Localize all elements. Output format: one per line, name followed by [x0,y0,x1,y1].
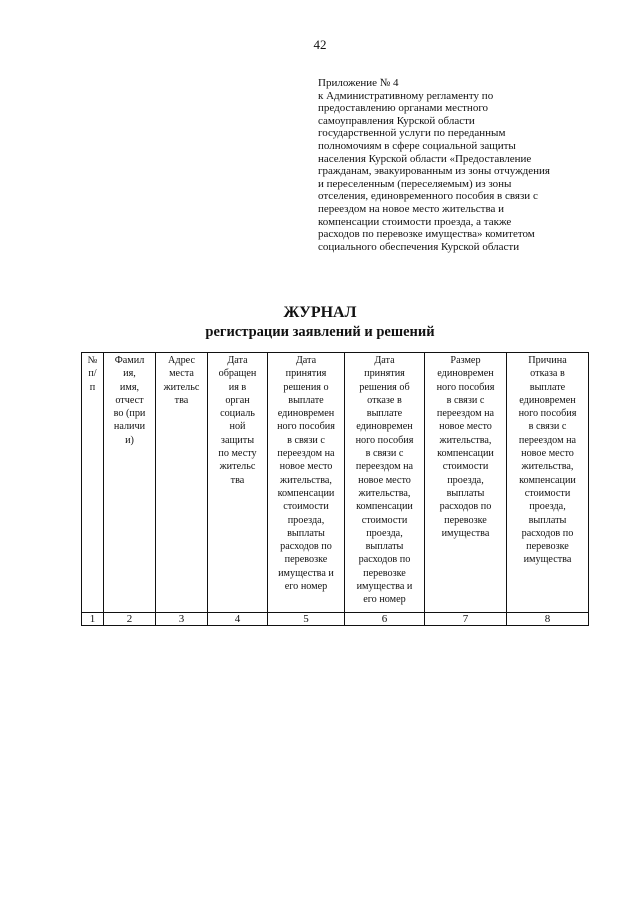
appendix-title: Приложение № 4 [318,77,399,89]
appendix-line: к Административному регламенту по [318,89,494,102]
appendix-line: предоставлению органами местного [318,102,489,115]
column-number-row [82,613,589,626]
appendix-line: и переселенным (переселяемым) из зоны [318,177,512,190]
appendix-line: социального обеспечения Курской области [318,240,520,253]
header-cell-number: № п/ п [82,353,104,613]
header-cell-payment-amount: Размер единовремен ного пособия в связи с переездом на новое место жительства, компенсации стоимости проезда, выплаты расходов по перевозке имущества [425,353,507,613]
appendix-line: отселения, единовременного пособия в связи с [318,190,538,203]
header-cell-payment-decision-date: Дата принятия решения о выплате единовремен ного пособия в связи с переездом на новое место жительства, компенсации стоимости проезда, выплаты расходов по перевозке имущества и его номер [268,353,345,613]
column-number-cell: 4 [208,613,268,626]
column-number-cell: 2 [104,613,156,626]
journal-subtitle: регистрации заявлений и решений [205,324,435,340]
column-number-cell: 6 [345,613,425,626]
appendix-line: переездом на новое место жительства и [318,202,505,215]
appendix-line: населения Курской области «Предоставление [318,152,532,165]
appendix-line: компенсации стоимости проезда, а также [318,215,512,228]
table-header-row [82,353,589,613]
column-number-cell: 1 [82,613,104,626]
appendix-line: самоуправления Курской области [318,114,475,127]
appendix-line: расходов по перевозке имущества» комитетом [318,228,535,241]
column-number-cell: 8 [507,613,589,626]
appendix-line: полномочиям в сфере социальной защиты [318,139,516,152]
registration-table [81,352,589,626]
column-number-cell: 5 [268,613,345,626]
column-number-cell: 7 [425,613,507,626]
appendix-block [318,77,588,253]
header-cell-address: Адрес места жительс тва [156,353,208,613]
header-cell-application-date: Дата обращен ия в орган социаль ной защиты по месту жительс тва [208,353,268,613]
header-cell-refusal-decision-date: Дата принятия решения об отказе в выплате единовремен ного пособия в связи с переездом на новое место жительства, компенсации стоимости проезда, выплаты расходов по перевозке имущества и его номер [345,353,425,613]
page-number: 42 [313,37,327,52]
appendix-line: гражданам, эвакуированным из зоны отчуждения [318,165,550,178]
journal-title: ЖУРНАЛ [283,304,357,321]
column-number-cell: 3 [156,613,208,626]
appendix-line: государственной услуги по переданным [318,127,506,140]
header-cell-full-name: Фамил ия, имя, отчест во (при наличи и) [104,353,156,613]
header-cell-refusal-reason: Причина отказа в выплате единовремен ного пособия в связи с переездом на новое место жительства, компенсации стоимости проезда, выплаты расходов по перевозке имущества [507,353,589,613]
